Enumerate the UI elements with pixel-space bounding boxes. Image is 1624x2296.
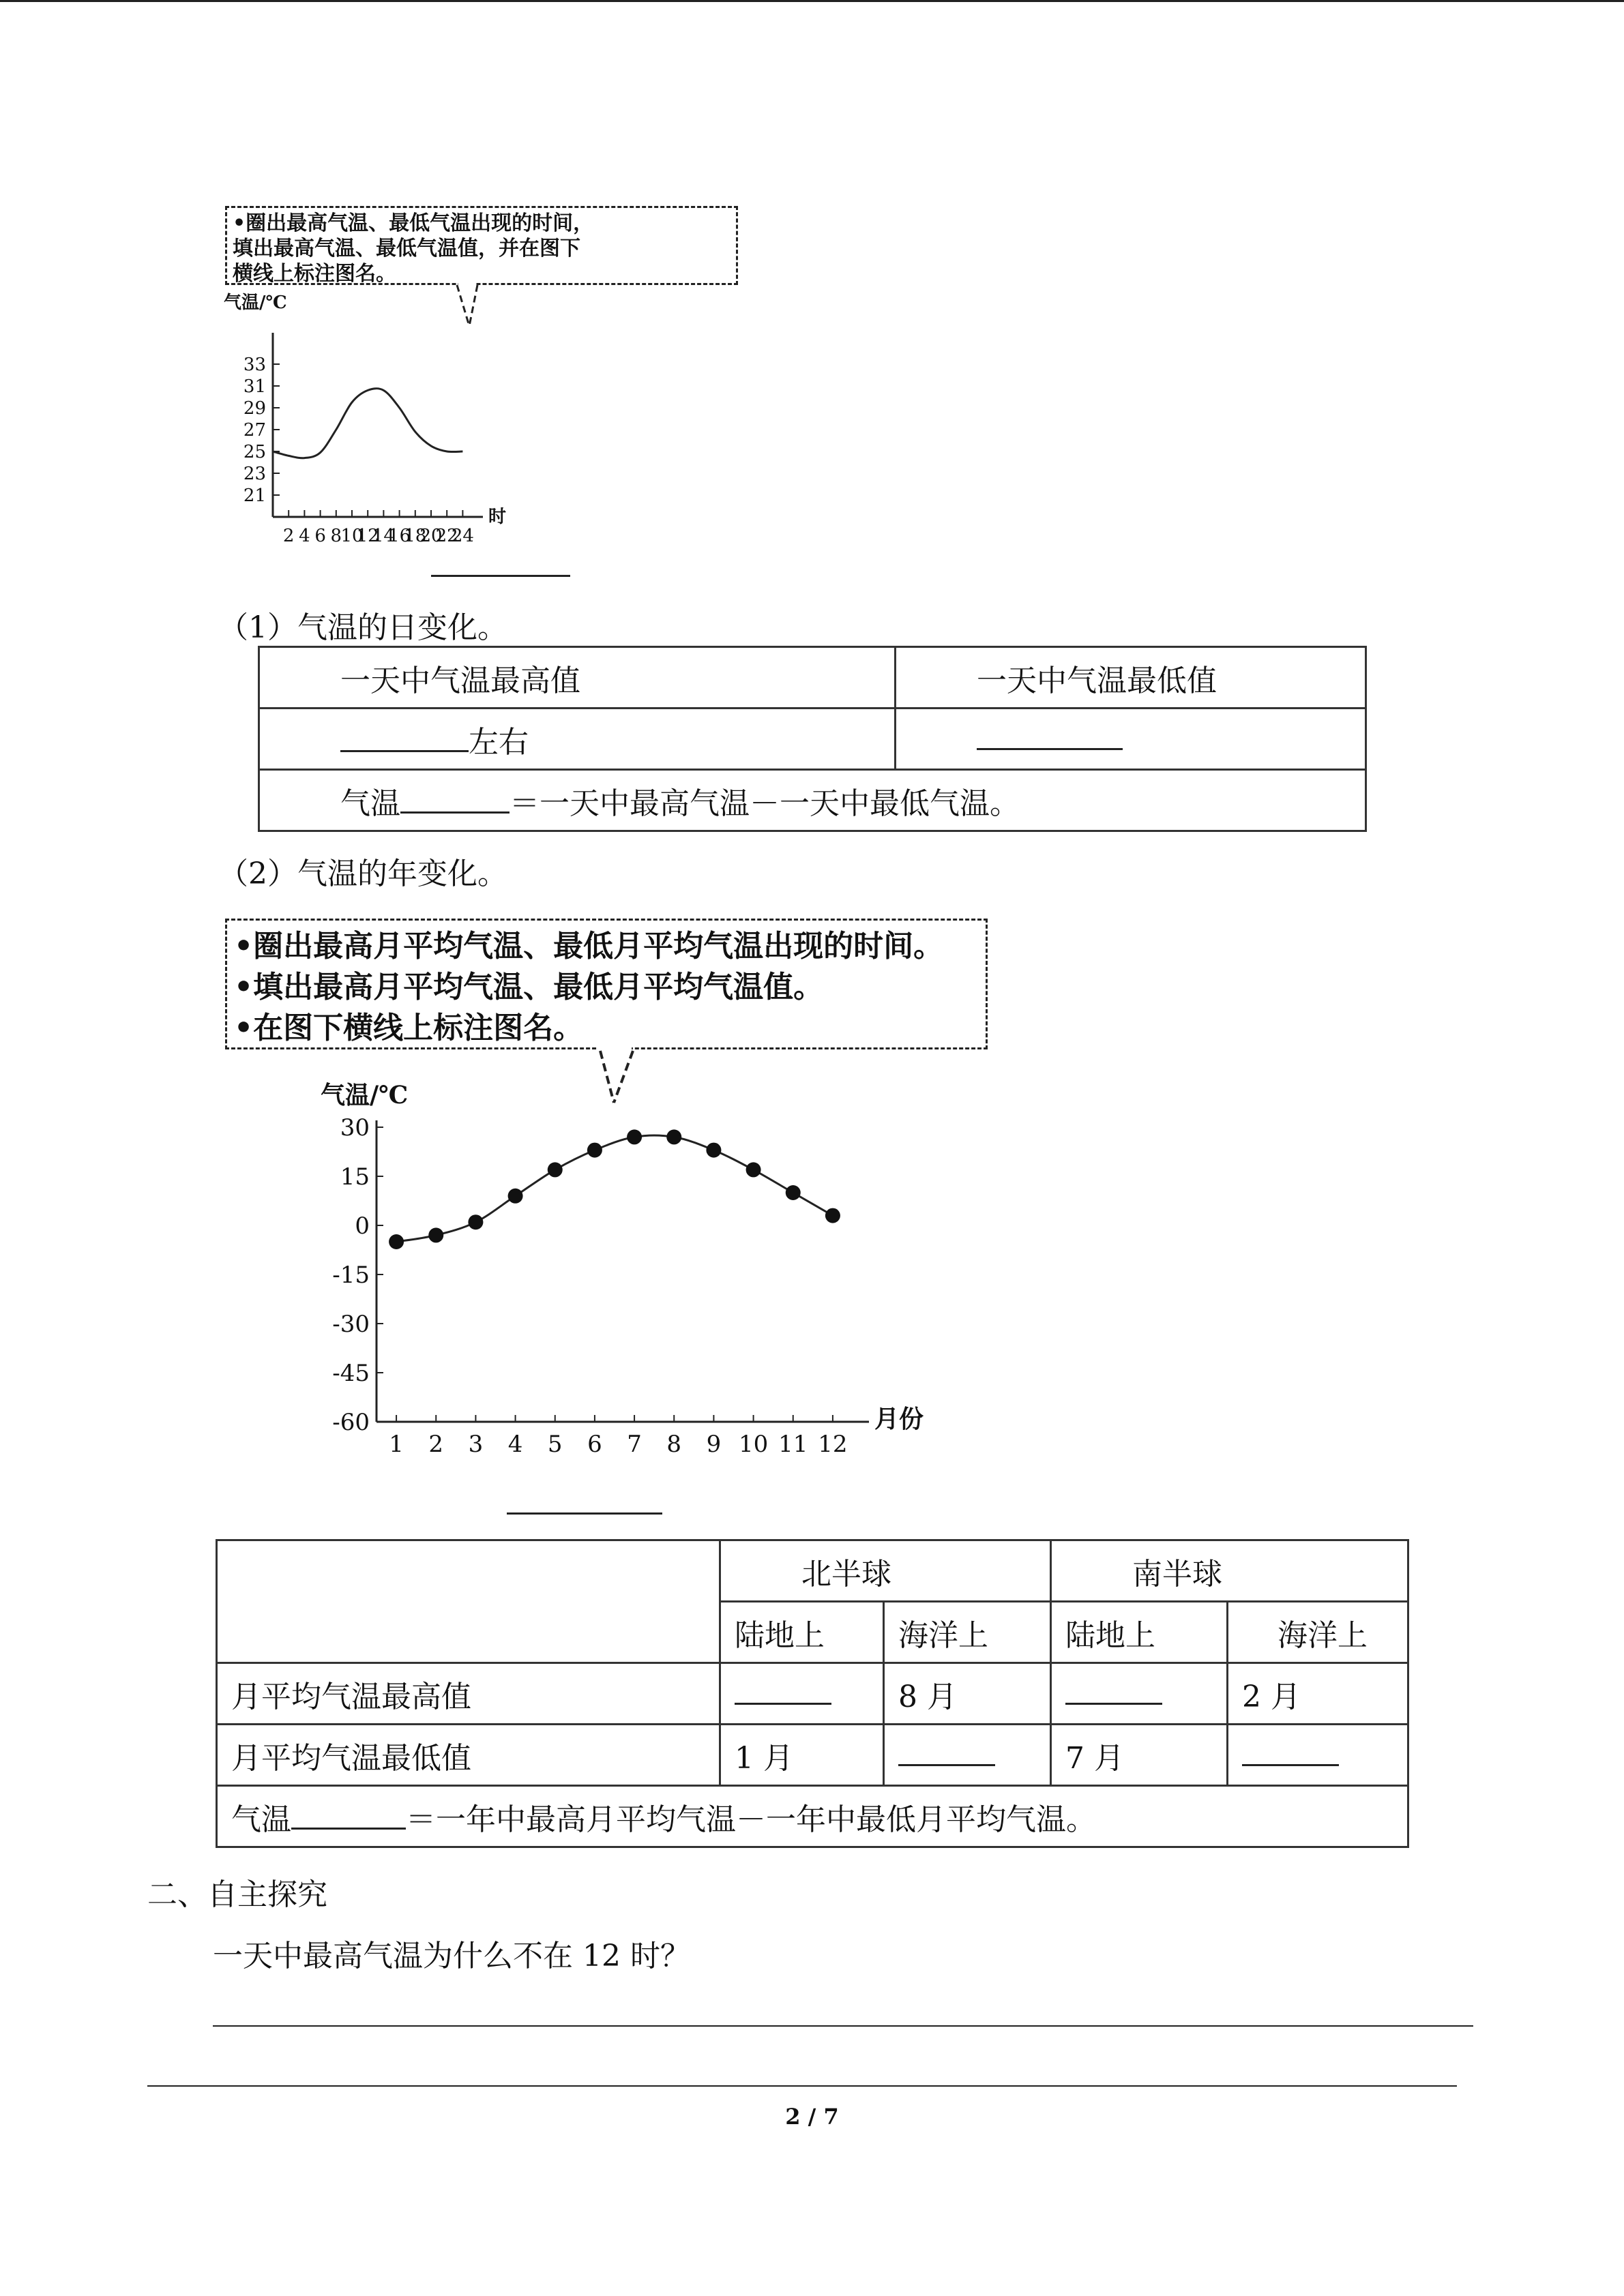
x-tick-label: 5 — [547, 1431, 563, 1458]
data-point — [825, 1208, 840, 1223]
x-tick-label: 12 — [356, 526, 379, 546]
callout-line: •圈出最高月平均气温、最低月平均气温出现的时间。 — [234, 929, 944, 964]
annual-chart-instruction-callout — [225, 919, 988, 1049]
callout-line: 横线上标注图名。 — [233, 262, 396, 286]
t1-range-prefix: 气温 — [340, 786, 400, 821]
x-tick-label: 6 — [314, 526, 326, 546]
x-tick-label: 18 — [404, 526, 427, 546]
data-point — [587, 1143, 602, 1158]
data-point — [706, 1143, 721, 1158]
t2-north-land: 陆地上 — [720, 1602, 884, 1663]
x-tick-label: 2 — [282, 526, 295, 546]
daily-temperature-table — [258, 646, 1367, 832]
x-tick-label: 12 — [818, 1431, 848, 1458]
data-point — [746, 1162, 761, 1177]
t2-min-south-sea — [1228, 1725, 1408, 1786]
y-tick-label: -45 — [332, 1359, 370, 1387]
data-point — [786, 1185, 801, 1200]
annual-temperature-chart — [300, 1071, 924, 1466]
t1-range-suffix: ＝一天中最高气温－一天中最低气温。 — [510, 786, 1020, 821]
chart2-title-blank[interactable] — [507, 1512, 662, 1515]
y-tick-label: -15 — [332, 1261, 370, 1289]
data-point — [468, 1214, 483, 1229]
t2-north-header: 北半球 — [720, 1540, 1051, 1602]
x-tick-label: 2 — [428, 1431, 444, 1458]
data-point — [666, 1129, 681, 1144]
x-tick-label: 8 — [330, 526, 342, 546]
t2-min-north-land: 1 月 — [720, 1725, 884, 1786]
y-tick-label: 0 — [355, 1212, 370, 1240]
callout-line: •圈出最高气温、最低气温出现的时间， — [233, 211, 594, 235]
y-axis-label: 气温/℃ — [321, 1081, 409, 1109]
x-tick-label: 24 — [451, 526, 474, 546]
y-tick-label: 31 — [243, 376, 266, 398]
x-tick-label: 14 — [372, 526, 395, 546]
y-tick-label: 27 — [243, 420, 266, 441]
t2-range-prefix: 气温 — [231, 1802, 291, 1837]
y-tick-label: 25 — [243, 442, 266, 463]
t2-min-south-sea-blank[interactable] — [1242, 1737, 1339, 1766]
x-tick-label: 10 — [340, 526, 364, 546]
t2-south-land: 陆地上 — [1051, 1602, 1228, 1663]
callout-line: •在图下横线上标注图名。 — [234, 1011, 584, 1045]
x-tick-label: 22 — [435, 526, 458, 546]
t2-corner — [217, 1540, 720, 1663]
x-tick-label: 20 — [419, 526, 443, 546]
x-tick-label: 4 — [507, 1431, 523, 1458]
page-top-border — [0, 0, 1624, 2]
t1-max-blank[interactable] — [340, 723, 469, 752]
temperature-line — [273, 389, 462, 458]
y-tick-label: 15 — [340, 1163, 370, 1191]
y-tick-label: -30 — [332, 1310, 370, 1338]
section-annual-heading: （2）气温的年变化。 — [218, 856, 507, 891]
data-point — [548, 1162, 563, 1177]
x-tick-label: 7 — [627, 1431, 642, 1458]
x-tick-label: 6 — [587, 1431, 602, 1458]
callout-line: 填出最高气温、最低气温值，并在图下 — [233, 237, 580, 260]
x-tick-label: 9 — [706, 1431, 722, 1458]
t1-header-max: 一天中气温最高值 — [259, 647, 896, 709]
temperature-line — [396, 1135, 833, 1242]
footer-rule — [147, 2085, 1457, 2087]
x-tick-label: 16 — [388, 526, 411, 546]
y-tick-label: -60 — [332, 1408, 370, 1436]
t2-min-north-sea-blank[interactable] — [898, 1737, 995, 1766]
t1-min-blank[interactable] — [977, 721, 1123, 750]
t2-south-sea: 海洋上 — [1228, 1602, 1408, 1663]
t1-min-cell — [896, 709, 1366, 770]
t2-max-north-land — [720, 1663, 884, 1725]
y-tick-label: 23 — [243, 464, 266, 485]
t2-max-south-sea: 2 月 — [1228, 1663, 1408, 1725]
t2-range-blank[interactable] — [291, 1800, 406, 1830]
data-point — [428, 1227, 443, 1242]
data-point — [508, 1189, 523, 1204]
t2-min-north-sea — [884, 1725, 1051, 1786]
page-number: 2 / 7 — [785, 2104, 839, 2130]
callout-line: •填出最高月平均气温、最低月平均气温值。 — [234, 970, 824, 1004]
y-tick-label: 33 — [243, 355, 266, 376]
t2-range-cell — [217, 1786, 1408, 1847]
daily-temperature-chart — [211, 286, 716, 552]
x-tick-label: 3 — [468, 1431, 484, 1458]
x-tick-label: 4 — [299, 526, 310, 546]
x-axis-label: 月份 — [874, 1405, 924, 1433]
t2-north-sea: 海洋上 — [884, 1602, 1051, 1663]
y-tick-label: 21 — [243, 486, 266, 507]
t2-max-north-land-blank[interactable] — [735, 1675, 831, 1705]
section-daily-heading: （1）气温的日变化。 — [218, 610, 507, 645]
data-point — [389, 1234, 404, 1249]
t2-max-south-land-blank[interactable] — [1065, 1675, 1162, 1705]
x-axis-label: 时 — [488, 507, 507, 527]
t2-min-south-land: 7 月 — [1051, 1725, 1228, 1786]
t2-max-north-sea: 8 月 — [884, 1663, 1051, 1725]
chart1-title-blank[interactable] — [431, 575, 570, 577]
t1-max-suffix: 左右 — [469, 724, 529, 760]
section-explore-heading: 二、自主探究 — [147, 1877, 327, 1912]
explore-question: 一天中最高气温为什么不在 12 时？ — [213, 1939, 690, 1973]
x-tick-label: 8 — [666, 1431, 682, 1458]
t1-max-cell — [259, 709, 896, 770]
t2-range-suffix: ＝一年中最高月平均气温－一年中最低月平均气温。 — [406, 1802, 1096, 1837]
t2-max-label: 月平均气温最高值 — [217, 1663, 720, 1725]
t1-range-blank[interactable] — [400, 784, 510, 814]
x-tick-label: 11 — [778, 1431, 808, 1458]
answer-line[interactable] — [213, 2025, 1473, 2027]
y-axis-label: 气温/℃ — [224, 293, 287, 313]
daily-chart-instruction-callout — [225, 206, 738, 285]
y-tick-label: 30 — [340, 1114, 370, 1142]
x-tick-label: 1 — [389, 1431, 404, 1458]
x-tick-label: 10 — [738, 1431, 769, 1458]
t2-max-south-land — [1051, 1663, 1228, 1725]
t1-header-min: 一天中气温最低值 — [896, 647, 1366, 709]
y-tick-label: 29 — [243, 398, 266, 419]
t2-south-header: 南半球 — [1051, 1540, 1408, 1602]
t2-min-label: 月平均气温最低值 — [217, 1725, 720, 1786]
data-point — [627, 1129, 642, 1144]
annual-temperature-table — [216, 1539, 1409, 1848]
t1-range-cell — [259, 770, 1366, 831]
